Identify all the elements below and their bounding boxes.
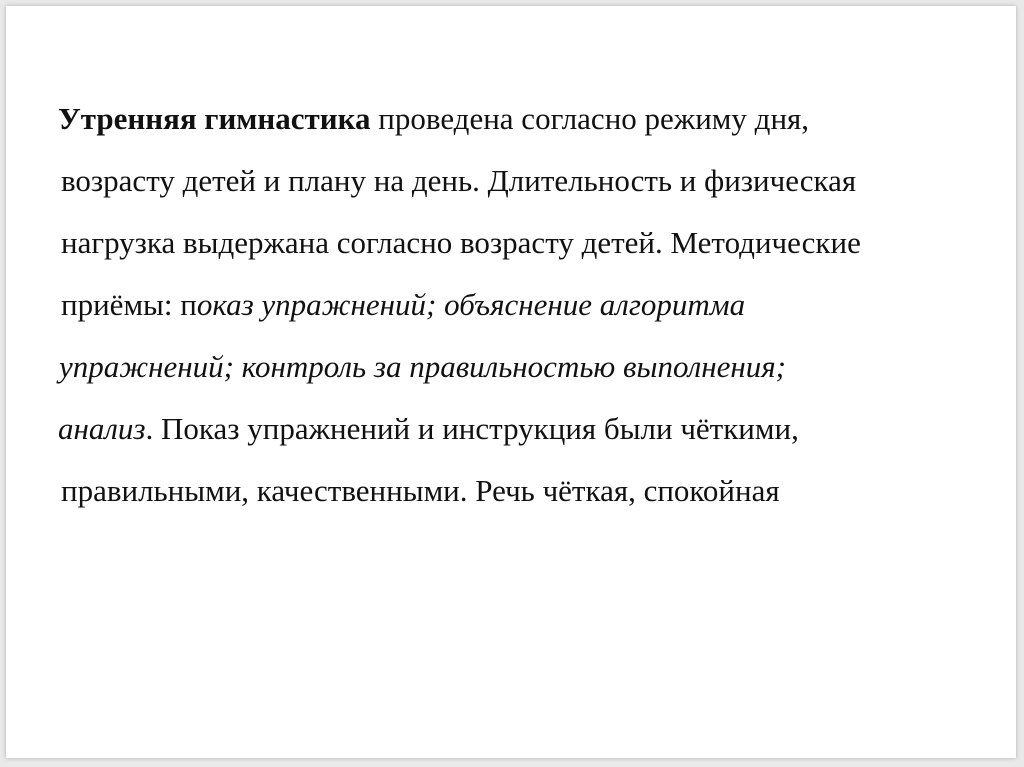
slide-text-block [56,88,956,522]
text-segment: нагрузка выдержана согласно возрасту детей. Методические [61,225,861,260]
text-line-1 [58,88,958,150]
text-segment: . Показ упражнений и инструкция были чёткими, [145,411,799,446]
bold-heading-phrase: Утренняя гимнастика [58,101,371,136]
italic-segment: упражнений; контроль за правильностью выполнения; [59,349,786,384]
text-segment: приёмы: п [61,287,197,322]
text-line-4 [61,274,961,336]
text-segment: возрасту детей и плану на день. Длительность и физическая [61,163,857,198]
italic-segment: оказ упражнений; объяснение алгоритма [196,287,746,322]
text-line-5 [59,336,959,398]
text-line-6 [58,398,958,460]
text-line-2 [61,150,961,212]
text-segment: проведена согласно режиму дня, [370,101,810,136]
text-line-3 [61,212,961,274]
slide [6,6,1016,758]
text-segment: правильными, качественными. Речь чёткая, спокойная [61,473,780,508]
text-line-7 [61,460,961,522]
italic-segment: анализ [58,411,146,446]
